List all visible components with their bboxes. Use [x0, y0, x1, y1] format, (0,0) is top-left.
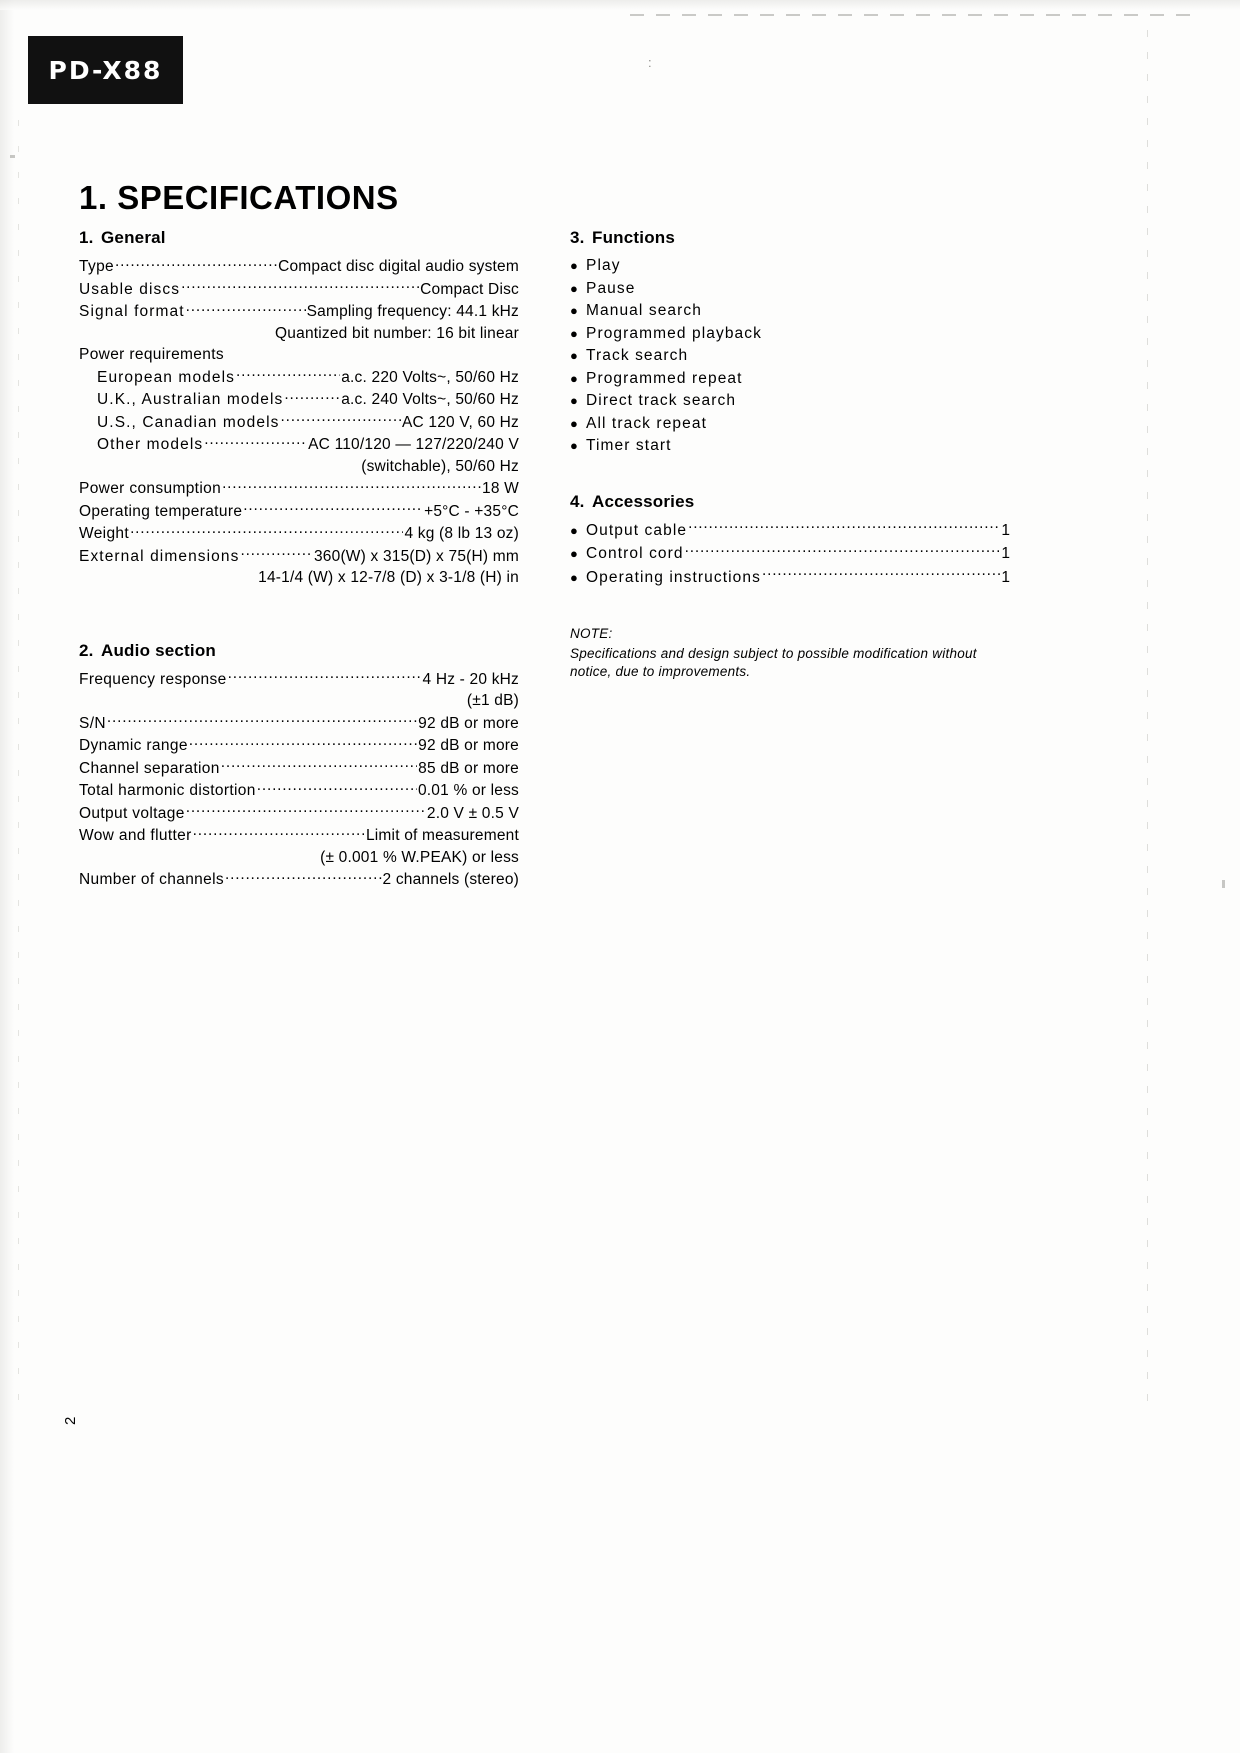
spec-row [79, 522, 519, 545]
dot-leader [257, 779, 417, 795]
spec-value: 4 Hz - 20 kHz [422, 670, 519, 688]
section-title: Audio section [101, 640, 216, 660]
spec-label: Type [79, 258, 115, 275]
spec-value: 2 channels (stereo) [382, 871, 519, 888]
dot-leader [243, 500, 423, 516]
scan-dash-artifact [630, 14, 1190, 16]
accessory-quantity: 1 [1001, 545, 1010, 562]
scan-edge-artifact-top [0, 0, 1240, 10]
spec-value: 4 kg (8 lb 13 oz) [404, 525, 519, 542]
list-item [570, 435, 1010, 458]
accessory-label: Operating instructions [586, 568, 761, 586]
list-item [570, 323, 1010, 346]
bullet-icon: ● [570, 569, 578, 585]
note-block [570, 625, 1010, 681]
dot-leader [228, 668, 422, 684]
spec-label: Power consumption [79, 480, 222, 497]
spec-value: 0.01 % or less [417, 782, 519, 799]
spec-value: 2.0 V ± 0.5 V [426, 804, 519, 822]
function-label: Pause [586, 279, 636, 297]
list-item [570, 519, 1010, 543]
list-item [570, 413, 1010, 436]
function-label: Track search [586, 347, 689, 364]
spec-label: U.S., Canadian models [97, 413, 280, 431]
bullet-icon: ● [570, 546, 578, 561]
spec-label: Wow and flutter [79, 827, 192, 844]
accessory-label: Control cord [586, 545, 684, 562]
function-label: Programmed playback [586, 324, 762, 342]
list-item [570, 542, 1010, 566]
spec-row [79, 366, 519, 389]
spec-continuation: Quantized bit number: 16 bit linear [275, 324, 519, 342]
dot-leader [221, 757, 417, 773]
right-column [570, 228, 1010, 681]
list-item [570, 390, 1010, 413]
spec-row [79, 388, 519, 411]
spec-row [79, 545, 519, 568]
spec-row [79, 500, 519, 523]
spec-continuation: (switchable), 50/60 Hz [361, 457, 519, 475]
list-item [570, 300, 1010, 323]
page-title: 1. SPECIFICATIONS [79, 179, 399, 217]
dot-leader [762, 566, 1000, 582]
accessory-quantity: 1 [1001, 521, 1010, 539]
spec-label: Total harmonic distortion [79, 782, 256, 799]
function-label: Play [586, 257, 621, 274]
bullet-icon: ● [570, 393, 578, 408]
spec-row [79, 300, 519, 323]
function-label: Manual search [586, 302, 702, 319]
spec-continuation: 14-1/4 (W) x 12-7/8 (D) x 3-1/8 (H) in [258, 569, 519, 586]
bullet-icon: ● [570, 258, 578, 273]
dot-leader [107, 712, 417, 728]
function-label: Direct track search [586, 392, 737, 409]
spec-row [79, 779, 519, 802]
section-title: Accessories [592, 491, 695, 511]
bullet-icon: ● [570, 370, 578, 386]
spec-label: External dimensions [79, 547, 240, 565]
list-item [570, 255, 1010, 278]
dot-leader [225, 868, 382, 884]
spec-row [79, 477, 519, 500]
list-item [570, 278, 1010, 301]
function-label: Timer start [586, 437, 672, 454]
spec-row [79, 255, 519, 278]
spec-value: AC 110/120 — 127/220/240 V [308, 436, 519, 453]
dot-leader [281, 411, 401, 427]
bullet-icon: ● [570, 438, 578, 453]
spec-label: S/N [79, 714, 106, 732]
spec-label: Number of channels [79, 871, 225, 888]
spec-value: 18 W [482, 480, 519, 497]
spec-value: a.c. 220 Volts~, 50/60 Hz [341, 368, 519, 386]
spec-row [79, 757, 519, 780]
accessory-label: Output cable [586, 521, 688, 539]
spec-row [79, 411, 519, 434]
spec-row [79, 824, 519, 847]
list-item [570, 368, 1010, 391]
spec-row [79, 868, 519, 891]
scan-line-artifact-left [18, 120, 19, 1420]
scan-colon-artifact: : [648, 55, 652, 70]
spec-value: a.c. 240 Volts~, 50/60 Hz [341, 391, 519, 408]
spec-label: Usable discs [79, 280, 181, 298]
function-label: Programmed repeat [586, 369, 743, 387]
page-number: 2 [62, 1415, 79, 1425]
spec-value: +5°C - +35°C [424, 502, 519, 520]
bullet-icon: ● [570, 415, 578, 431]
model-badge [28, 36, 183, 104]
spec-label: Channel separation [79, 759, 220, 777]
bullet-icon: ● [570, 348, 578, 363]
left-column [79, 228, 519, 891]
dot-leader [130, 522, 403, 538]
bullet-icon: ● [570, 303, 578, 318]
spec-label: Frequency response [79, 670, 227, 688]
spec-value: Compact disc digital audio system [278, 258, 519, 275]
spec-row [79, 668, 519, 691]
section-heading-accessories [570, 492, 1010, 512]
spec-value: 92 dB or more [418, 737, 519, 754]
dot-leader [685, 542, 1001, 558]
section-heading-functions [570, 228, 1010, 248]
spec-value: 92 dB or more [418, 714, 519, 732]
spec-label: European models [97, 368, 235, 386]
dot-leader [181, 278, 419, 294]
spec-label: Signal format [79, 303, 185, 320]
spec-value: Compact Disc [420, 280, 519, 298]
note-heading: NOTE: [570, 626, 613, 641]
spec-row [79, 278, 519, 301]
section-title: Functions [592, 228, 676, 247]
spec-value: 360(W) x 315(D) x 75(H) mm [313, 547, 519, 565]
function-label: All track repeat [586, 414, 707, 432]
scan-speck [10, 155, 15, 158]
bullet-icon: ● [570, 280, 578, 296]
model-badge-label: PD-X88 [48, 55, 163, 85]
dot-leader [193, 824, 365, 840]
dot-leader [222, 477, 481, 493]
spec-label: Other models [97, 436, 204, 453]
section-number: 3. [570, 228, 585, 247]
dot-leader [236, 366, 340, 382]
section-heading-audio [79, 641, 519, 661]
bullet-icon: ● [570, 522, 578, 538]
spec-label: Weight [79, 525, 130, 542]
spec-label: Operating temperature [79, 502, 243, 520]
spec-value: Sampling frequency: 44.1 kHz [306, 303, 519, 320]
spec-value: Limit of measurement [365, 827, 519, 844]
dot-leader [284, 388, 340, 404]
spec-label: Dynamic range [79, 737, 188, 754]
scan-speck [1222, 880, 1225, 888]
spec-row [79, 734, 519, 757]
spec-value: 85 dB or more [418, 759, 519, 777]
section-heading-general [79, 228, 519, 248]
scan-line-artifact-right [1147, 30, 1148, 1410]
dot-leader [240, 545, 313, 561]
accessory-quantity: 1 [1001, 568, 1010, 586]
dot-leader [688, 519, 1000, 535]
spec-row [79, 433, 519, 456]
dot-leader [115, 255, 277, 271]
spec-row [79, 802, 519, 825]
section-title: General [101, 228, 166, 247]
scan-edge-artifact [0, 0, 14, 1753]
spec-continuation: (± 0.001 % W.PEAK) or less [320, 848, 519, 866]
section-number: 2. [79, 640, 94, 660]
bullet-icon: ● [570, 325, 578, 341]
spec-continuation: (±1 dB) [466, 692, 519, 709]
spec-group-label-power: Power requirements [79, 346, 224, 363]
spec-value: AC 120 V, 60 Hz [401, 413, 519, 431]
dot-leader [186, 300, 306, 316]
spec-label: Output voltage [79, 804, 185, 822]
dot-leader [189, 734, 417, 750]
list-item [570, 566, 1010, 590]
section-number: 4. [570, 491, 585, 511]
dot-leader [186, 802, 426, 818]
dot-leader [204, 433, 307, 449]
note-body: Specifications and design subject to possible modification without notice, due to improvements. [570, 646, 977, 679]
spec-label: U.K., Australian models [97, 391, 284, 408]
spec-row [79, 712, 519, 735]
list-item [570, 345, 1010, 368]
section-number: 1. [79, 228, 94, 247]
